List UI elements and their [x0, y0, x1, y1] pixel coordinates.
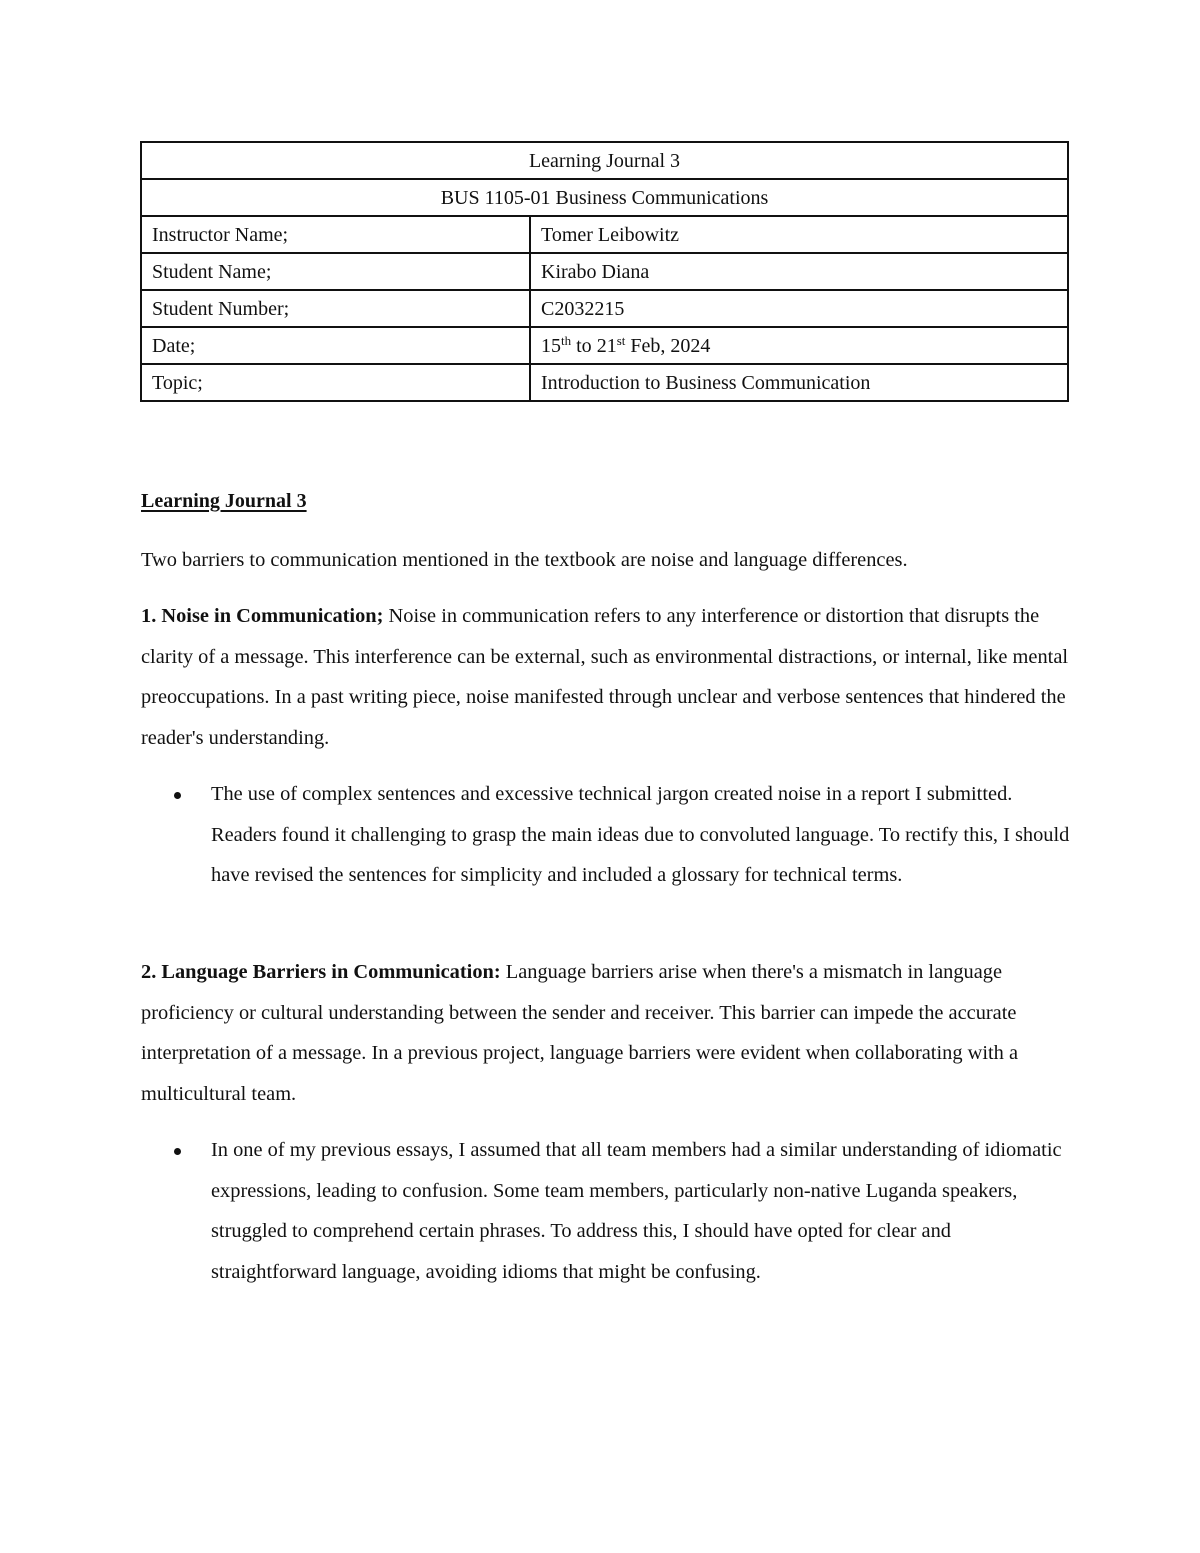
table-row [141, 364, 1068, 401]
intro-paragraph: Two barriers to communication mentioned in the textbook are noise and language differences. [141, 549, 908, 571]
date-month-year: Feb, 2024 [625, 334, 711, 357]
section-noise-text: Noise in communication refers to any interference or distortion that disrupts the clarity of a message. This interference can be external, such as environmental distractions, or internal, like mental preoccupations. In a past writing piece, noise manifested through unclear and verbose sentences that hindered the reader's understanding. [141, 605, 1069, 749]
instructor-label: Instructor Name; [141, 216, 530, 253]
instructor-value: Tomer Leibowitz [530, 216, 1068, 253]
language-bullet-text: In one of my previous essays, I assumed that all team members had a similar understanding of idiomatic expressions, leading to confusion. Some team members, particularly non-native Luganda speakers, struggled to comprehend certain phrases. To address this, I should have opted for clear and straightforward language, avoiding idioms that might be confusing. [211, 1139, 1062, 1283]
table-row [141, 327, 1068, 364]
date-start-day: 15 [541, 334, 561, 357]
student-name-label: Student Name; [141, 253, 530, 290]
date-label: Date; [141, 327, 530, 364]
course-name-cell: BUS 1105-01 Business Communications [141, 179, 1068, 216]
date-end-day: 21 [596, 334, 617, 357]
noise-bullet-text: The use of complex sentences and excessive technical jargon created noise in a report I submitted. Readers found it challenging to grasp the main ideas due to convoluted language. To rectify this, I should have revised the sentences for simplicity and included a glossary for technical terms. [211, 783, 1070, 887]
header-info-table [140, 141, 1069, 402]
student-number-value: C2032215 [530, 290, 1068, 327]
table-row [141, 253, 1068, 290]
bullet-icon [174, 792, 181, 799]
journal-heading: Learning Journal 3 [141, 490, 307, 512]
date-to-word: to [571, 334, 597, 357]
section-noise-paragraph [141, 596, 1071, 758]
student-number-label: Student Number; [141, 290, 530, 327]
bullet-icon [174, 1148, 181, 1155]
table-row [141, 290, 1068, 327]
topic-label: Topic; [141, 364, 530, 401]
table-row [141, 216, 1068, 253]
table-row [141, 179, 1068, 216]
section-language-text: Language barriers arise when there's a mismatch in language proficiency or cultural understanding between the sender and receiver. This barrier can impede the accurate interpretation of a message. In a previous project, language barriers were evident when collaborating with a multicultural team. [141, 961, 1019, 1105]
date-start-suffix: th [561, 332, 572, 348]
student-name-value: Kirabo Diana [530, 253, 1068, 290]
date-value [530, 327, 1068, 364]
list-item [141, 1130, 1071, 1292]
list-item [141, 774, 1071, 896]
journal-title-cell: Learning Journal 3 [141, 142, 1068, 179]
date-end-suffix: st [616, 332, 626, 348]
section-language-title: 2. Language Barriers in Communication: [141, 961, 501, 983]
table-row [141, 142, 1068, 179]
section-language-paragraph [141, 952, 1071, 1114]
section-noise-title: 1. Noise in Communication; [141, 605, 384, 627]
topic-value: Introduction to Business Communication [530, 364, 1068, 401]
